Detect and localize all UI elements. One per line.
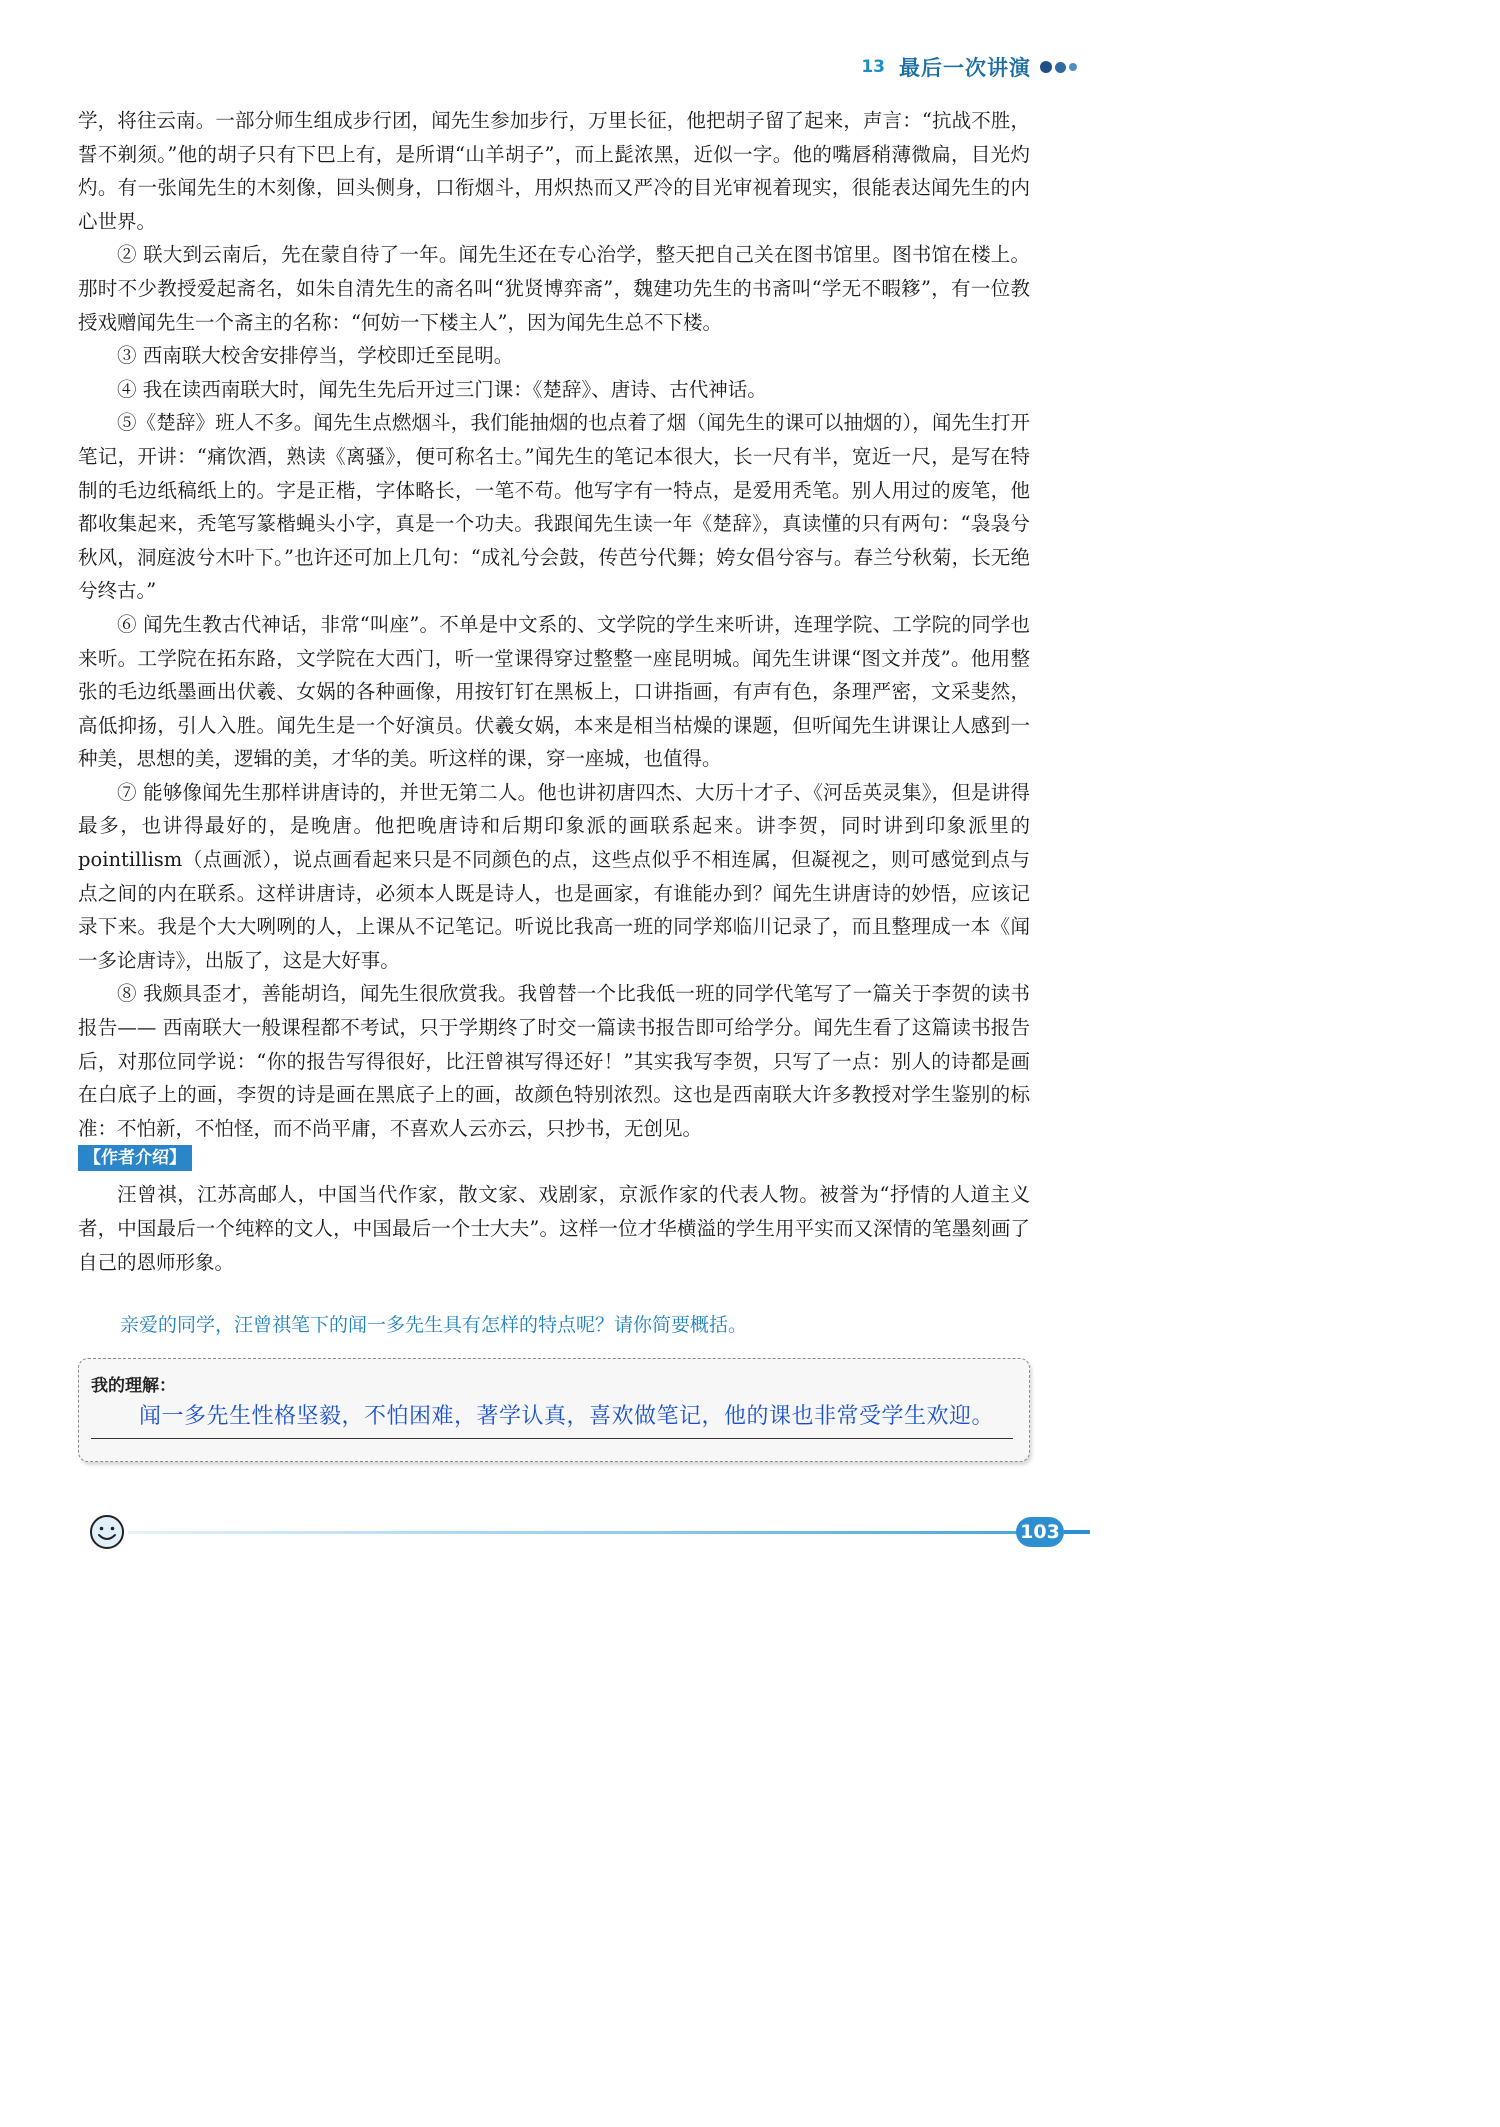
answer-box bbox=[78, 1358, 1030, 1462]
paragraph-7: ⑦ 能够像闻先生那样讲唐诗的，并世无第二人。他也讲初唐四杰、大历十才子、《河岳英灵集》，但是讲得最多，也讲得最好的，是晚唐。他把晚唐诗和后期印象派的画联系起来。讲李贺，同时讲到印象派里的pointillism（点画派），说点画看起来只是不同颜色的点，这些点似乎不相连属，但凝视之，则可感觉到点与点之间的内在联系。这样讲唐诗，必须本人既是诗人，也是画家，有谁能办到？闻先生讲唐诗的妙悟，应该记录下来。我是个大大咧咧的人，上课从不记笔记。听说比我高一班的同学郑临川记录了，而且整理成一本《闻一多论唐诗》，出版了，这是大好事。 bbox=[78, 780, 1030, 972]
paragraph-5: ⑤《楚辞》班人不多。闻先生点燃烟斗，我们能抽烟的也点着了烟（闻先生的课可以抽烟的），闻先生打开笔记，开讲：“痛饮酒，熟读《离骚》，便可称名士。”闻先生的笔记本很大，长一尺有半，宽近一尺，是写在特制的毛边纸稿纸上的。字是正楷，字体略长，一笔不苟。他写字有一特点，是爱用秃笔。别人用过的废笔，他都收集起来，秃笔写篆楷蝇头小字，真是一个功夫。我跟闻先生读一年《楚辞》，真读懂的只有两句：“袅袅兮秋风，洞庭波兮木叶下。”也许还可加上几句：“成礼兮会鼓，传芭兮代舞；姱女倡兮容与。春兰兮秋菊，长无绝兮终古。” bbox=[78, 411, 1030, 603]
answer-label: 我的理解： bbox=[91, 1376, 176, 1396]
author-intro-text bbox=[78, 1178, 1030, 1280]
footer-bar bbox=[128, 1531, 1018, 1534]
answer-underline bbox=[91, 1438, 1013, 1439]
paragraph-4: ④ 我在读西南联大时，闻先生先后开过三门课：《楚辞》、唐诗、古代神话。 bbox=[117, 377, 767, 401]
footer-bar-tail bbox=[1064, 1530, 1090, 1534]
header-dots-icon bbox=[1037, 61, 1077, 73]
author-intro-paragraph: 汪曾祺，江苏高邮人，中国当代作家，散文家、戏剧家，京派作家的代表人物。被誉为“抒情的人道主义者，中国最后一个纯粹的文人，中国最后一个士大夫”。这样一位才华横溢的学生用平实而又深情的笔墨刻画了自己的恩师形象。 bbox=[78, 1183, 1030, 1274]
paragraph-8: ⑧ 我颇具歪才，善能胡诌，闻先生很欣赏我。我曾替一个比我低一班的同学代笔写了一篇关于李贺的读书报告—— 西南联大一般课程都不考试，只于学期终了时交一篇读书报告即可给学分。闻先生看了这篇读书报告后，对那位同学说：“你的报告写得很好，比汪曾祺写得还好！”其实我写李贺，只写了一点：别人的诗都是画在白底子上的画，李贺的诗是画在黑底子上的画，故颜色特别浓烈。这也是西南联大许多教授对学生鉴别的标准：不怕新，不怕怪，而不尚平庸，不喜欢人云亦云，只抄书，无创见。 bbox=[78, 982, 1030, 1140]
answer-text[interactable]: 闻一多先生性格坚毅，不怕困难，著学认真，喜欢做笔记，他的课也非常受学生欢迎。 bbox=[139, 1404, 995, 1429]
chapter-header bbox=[861, 52, 1077, 82]
article-body bbox=[78, 104, 1030, 1145]
question-prompt: 亲爱的同学，汪曾祺笔下的闻一多先生具有怎样的特点呢？请你简要概括。 bbox=[120, 1314, 748, 1336]
author-intro-tag: 【作者介绍】 bbox=[78, 1145, 192, 1171]
page-number: 103 bbox=[1016, 1517, 1064, 1547]
paragraph-6: ⑥ 闻先生教古代神话，非常“叫座”。不单是中文系的、文学院的学生来听讲，连理学院、工学院的同学也来听。工学院在拓东路，文学院在大西门，听一堂课得穿过整整一座昆明城。闻先生讲课“图文并茂”。他用整张的毛边纸墨画出伏羲、女娲的各种画像，用按钉钉在黑板上，口讲指画，有声有色，条理严密，文采斐然，高低抑扬，引人入胜。闻先生是一个好演员。伏羲女娲，本来是相当枯燥的课题，但听闻先生讲课让人感到一种美，思想的美，逻辑的美，才华的美。听这样的课，穿一座城，也值得。 bbox=[78, 612, 1030, 771]
chapter-title: 最后一次讲演 bbox=[899, 56, 1031, 80]
chapter-number: 13 bbox=[861, 57, 885, 77]
paragraph-continued: 学，将往云南。一部分师生组成步行团，闻先生参加步行，万里长征，他把胡子留了起来，声言：“抗战不胜，誓不剃须。”他的胡子只有下巴上有，是所谓“山羊胡子”，而上髭浓黑，近似一字。他的嘴唇稍薄微扁，目光灼灼。有一张闻先生的木刻像，回头侧身，口衔烟斗，用炽热而又严冷的目光审视着现实，很能表达闻先生的内心世界。 bbox=[78, 109, 1030, 233]
paragraph-3: ③ 西南联大校舍安排停当，学校即迁至昆明。 bbox=[117, 344, 514, 368]
smiley-icon bbox=[88, 1513, 126, 1551]
paragraph-2: ② 联大到云南后，先在蒙自待了一年。闻先生还在专心治学，整天把自己关在图书馆里。图书馆在楼上。那时不少教授爱起斋名，如朱自清先生的斋名叫“犹贤博弈斋”，魏建功先生的书斋叫“学无不暇簃”，有一位教授戏赠闻先生一个斋主的名称：“何妨一下楼主人”，因为闻先生总不下楼。 bbox=[78, 243, 1030, 334]
